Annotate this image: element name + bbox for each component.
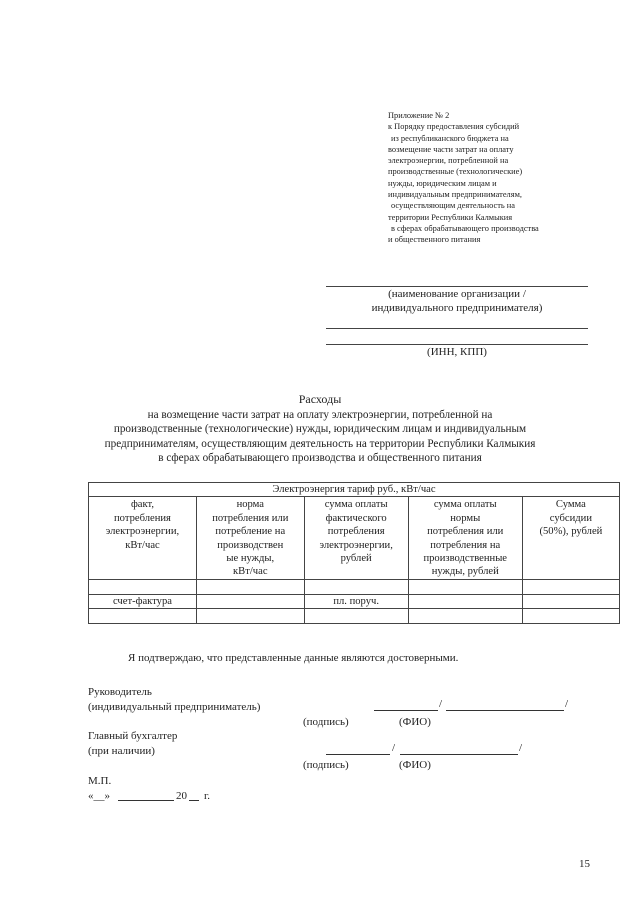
table-cell xyxy=(196,579,304,594)
table-row xyxy=(89,594,620,608)
table-cell xyxy=(408,579,522,594)
title-line: на возмещение части затрат на оплату электроэнергии, потребленной на xyxy=(147,408,493,421)
date-year: 20 xyxy=(176,790,187,802)
inn-line xyxy=(326,344,588,345)
title-line: предпринимателям, осуществляющим деятельность на территории Республики Калмыкия xyxy=(104,437,536,450)
table-cell xyxy=(522,579,619,594)
title-heading: Расходы xyxy=(298,392,342,406)
org-caption-line1: (наименование организации / xyxy=(388,288,526,300)
appendix-line: индивидуальным предпринимателям, xyxy=(388,190,522,200)
org-name-line xyxy=(326,286,588,287)
appendix-line: нужды, юридическим лицам и xyxy=(388,178,497,188)
head-signature-line xyxy=(374,710,438,711)
column-header: норма потребления или потребление на производствен ые нужды, кВт/час xyxy=(196,497,304,579)
stamp-place: М.П. xyxy=(88,775,112,787)
accountant-slash-end: / xyxy=(519,742,523,754)
tariff-header: Электроэнергия тариф руб., кВт/час xyxy=(89,483,620,497)
confirmation-text: Я подтверждаю, что представленные данные являются достоверными. xyxy=(128,652,459,664)
document-title xyxy=(0,392,640,466)
head-label: Руководитель xyxy=(88,686,152,698)
table-row xyxy=(89,579,620,594)
appendix-line: и общественного питания xyxy=(388,235,481,245)
head-name-caption: (ФИО) xyxy=(399,716,431,728)
table-cell xyxy=(408,609,522,624)
accountant-name-caption: (ФИО) xyxy=(399,759,431,771)
appendix-note xyxy=(388,110,603,246)
accountant-sublabel: (при наличии) xyxy=(88,745,155,757)
date-day: «__» xyxy=(88,790,110,802)
appendix-line: производственные (технологические) xyxy=(388,167,523,177)
appendix-line: возмещение части затрат на оплату xyxy=(388,144,514,154)
table-cell xyxy=(196,609,304,624)
table-cell xyxy=(522,594,619,608)
org-name-line-2 xyxy=(326,328,588,329)
head-sublabel: (индивидуальный предприниматель) xyxy=(88,701,261,713)
table-cell xyxy=(196,594,304,608)
table-row xyxy=(89,609,620,624)
table-cell xyxy=(522,609,619,624)
column-header: Сумма субсидии (50%), рублей xyxy=(522,497,619,579)
page-number: 15 xyxy=(579,858,590,870)
appendix-line: в сферах обрабатывающего производства xyxy=(391,223,539,233)
table-cell xyxy=(408,594,522,608)
column-header: факт, потребления электроэнергии, кВт/час xyxy=(89,497,197,579)
date-year-line xyxy=(189,800,199,801)
accountant-signature-caption: (подпись) xyxy=(303,759,349,771)
date-month-line xyxy=(118,800,174,801)
org-caption-line2: индивидуального предпринимателя) xyxy=(371,302,543,314)
column-header: сумма оплаты нормы потребления или потребления на производственные нужды, рублей xyxy=(408,497,522,579)
accountant-name-line xyxy=(400,754,518,755)
head-signature-caption: (подпись) xyxy=(303,716,349,728)
payment-cell: пл. поруч. xyxy=(304,594,408,608)
table-cell xyxy=(304,609,408,624)
column-header: сумма оплаты фактического потребления электроэнергии, рублей xyxy=(304,497,408,579)
accountant-label: Главный бухгалтер xyxy=(88,730,178,742)
invoice-cell: счет-фактура xyxy=(89,594,197,608)
expenses-table xyxy=(88,482,620,624)
table-cell xyxy=(89,609,197,624)
appendix-line: Приложение № 2 xyxy=(388,111,450,120)
appendix-line: из республиканского бюджета на xyxy=(391,133,509,143)
title-line: производственные (технологические) нужды, юридическим лицам и индивидуальным xyxy=(113,423,527,435)
appendix-line: осуществляющим деятельность на xyxy=(391,201,515,211)
table-row xyxy=(89,483,620,497)
table-cell xyxy=(304,579,408,594)
table-row xyxy=(89,497,620,579)
appendix-line: к Порядку предоставления субсидий xyxy=(388,122,520,132)
appendix-line: электроэнергии, потребленной на xyxy=(388,156,509,166)
date-suffix: г. xyxy=(204,790,211,802)
table-cell xyxy=(89,579,197,594)
inn-caption: (ИНН, КПП) xyxy=(427,346,487,358)
head-slash: / xyxy=(439,698,443,710)
appendix-line: территории Республики Калмыкия xyxy=(388,212,513,222)
accountant-slash: / xyxy=(392,742,396,754)
accountant-signature-line xyxy=(326,754,390,755)
head-slash-end: / xyxy=(565,698,569,710)
title-line: в сферах обрабатывающего производства и общественного питания xyxy=(158,452,482,464)
head-name-line xyxy=(446,710,564,711)
